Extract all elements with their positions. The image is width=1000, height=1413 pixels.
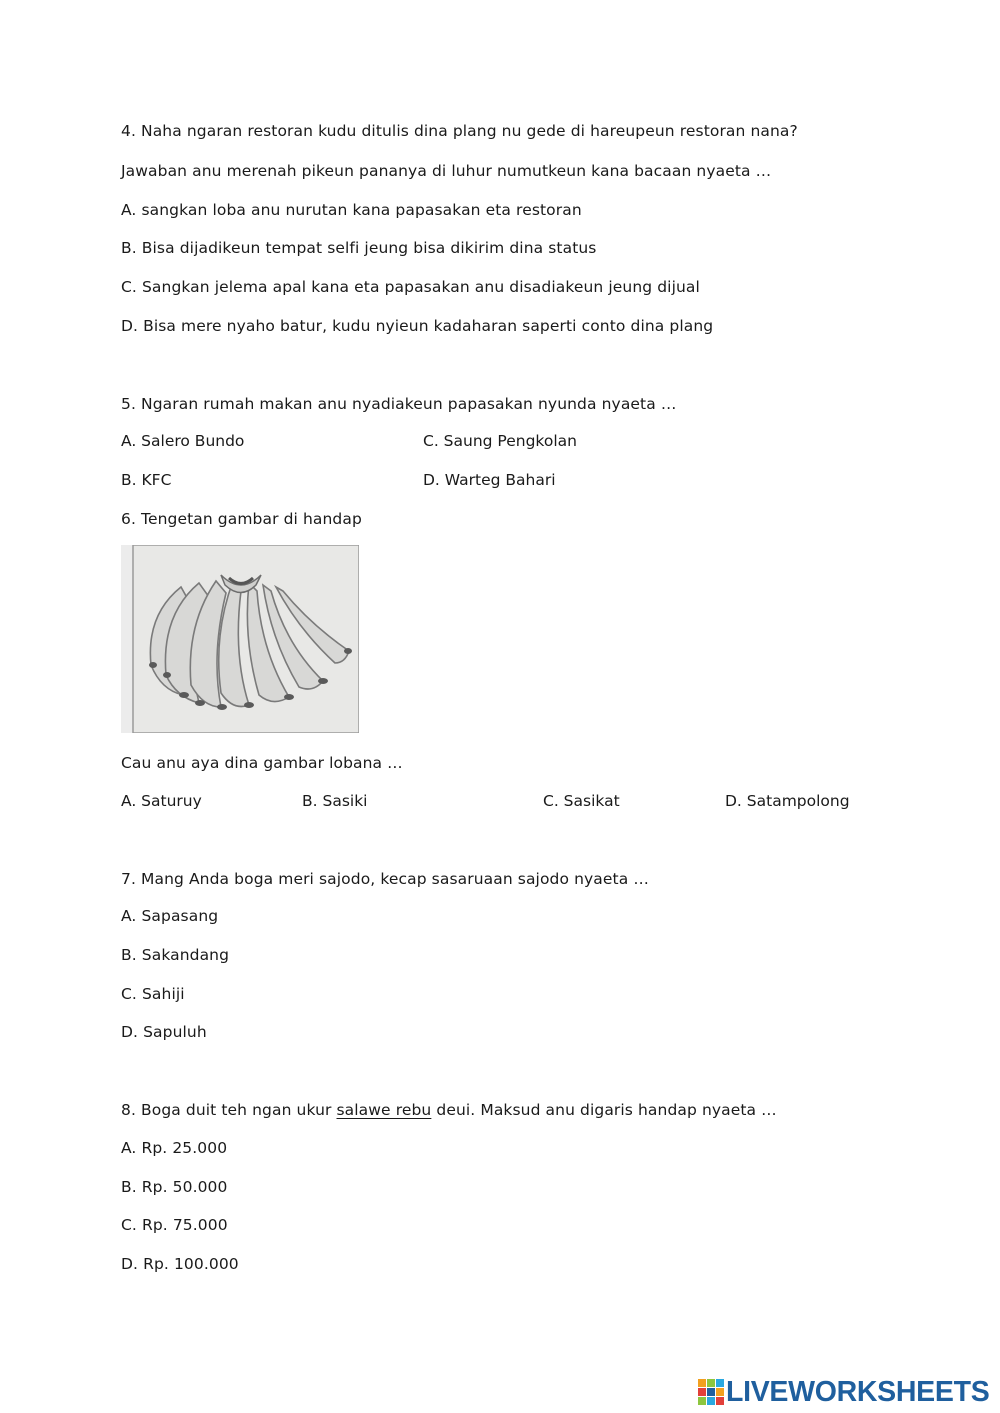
q4-option-d[interactable]: D. Bisa mere nyaho batur, kudu nyieun kadaharan saperti conto dina plang	[121, 317, 714, 335]
banana-bunch-image	[121, 545, 359, 733]
q4-question: 4. Naha ngaran restoran kudu ditulis dina plang nu gede di hareupeun restoran nana?	[121, 122, 798, 140]
q8-question	[121, 1101, 777, 1119]
q7-option-b[interactable]: B. Sakandang	[121, 946, 230, 964]
q5-option-b[interactable]: B. KFC	[121, 471, 172, 489]
q6-question: 6. Tengetan gambar di handap	[121, 510, 362, 528]
q6-option-d[interactable]: D. Satampolong	[725, 792, 850, 810]
q4-instruction: Jawaban anu merenah pikeun pananya di luhur numutkeun kana bacaan nyaeta …	[121, 162, 772, 180]
q7-option-a[interactable]: A. Sapasang	[121, 907, 219, 925]
q4-option-a[interactable]: A. sangkan loba anu nurutan kana papasakan eta restoran	[121, 201, 582, 219]
q6-option-a[interactable]: A. Saturuy	[121, 792, 202, 810]
q7-question: 7. Mang Anda boga meri sajodo, kecap sasaruaan sajodo nyaeta …	[121, 870, 649, 888]
liveworksheets-logo-text: LIVEWORKSHEETS	[726, 1375, 990, 1408]
q8-option-c[interactable]: C. Rp. 75.000	[121, 1216, 228, 1234]
q8-underlined-phrase: salawe rebu	[336, 1101, 432, 1119]
q8-option-d[interactable]: D. Rp. 100.000	[121, 1255, 239, 1273]
q7-option-d[interactable]: D. Sapuluh	[121, 1023, 207, 1041]
q5-option-a[interactable]: A. Salero Bundo	[121, 432, 245, 450]
q4-option-c[interactable]: C. Sangkan jelema apal kana eta papasakan anu disadiakeun jeung dijual	[121, 278, 700, 296]
q5-option-d[interactable]: D. Warteg Bahari	[423, 471, 556, 489]
q8-question-start: 8. Boga duit teh ngan ukur	[121, 1101, 337, 1119]
banana-bunch-icon	[121, 545, 359, 733]
q4-option-b[interactable]: B. Bisa dijadikeun tempat selfi jeung bisa dikirim dina status	[121, 239, 597, 257]
q8-option-a[interactable]: A. Rp. 25.000	[121, 1139, 228, 1157]
q5-question: 5. Ngaran rumah makan anu nyadiakeun papasakan nyunda nyaeta …	[121, 395, 677, 413]
q8-option-b[interactable]: B. Rp. 50.000	[121, 1178, 228, 1196]
q6-prompt: Cau anu aya dina gambar lobana …	[121, 754, 403, 772]
q6-option-c[interactable]: C. Sasikat	[543, 792, 620, 810]
q8-question-end: deui. Maksud anu digaris handap nyaeta …	[431, 1101, 777, 1119]
liveworksheets-logo-icon	[698, 1379, 724, 1405]
q7-option-c[interactable]: C. Sahiji	[121, 985, 185, 1003]
q5-option-c[interactable]: C. Saung Pengkolan	[423, 432, 577, 450]
q6-option-b[interactable]: B. Sasiki	[302, 792, 368, 810]
liveworksheets-logo[interactable]	[698, 1376, 989, 1408]
